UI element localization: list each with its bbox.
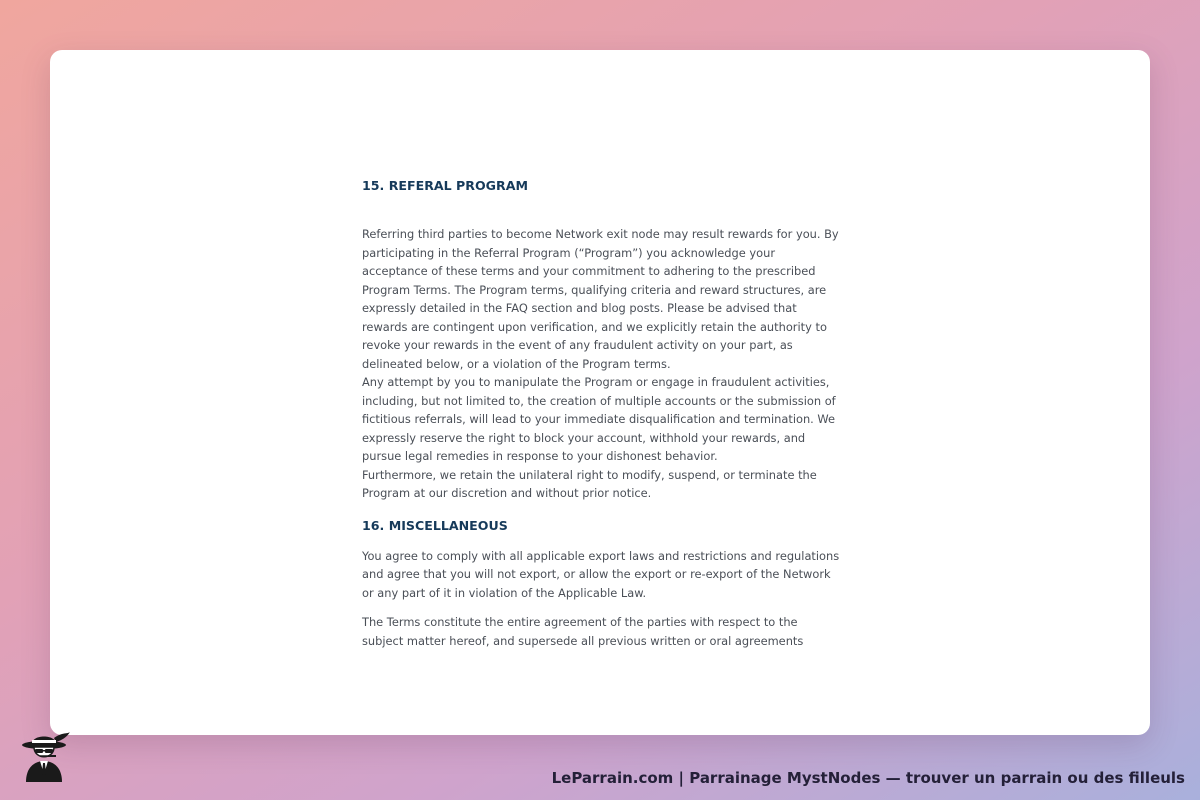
section-15-paragraph-1: Referring third parties to become Network exit node may result rewards for you. By participating in the Referral Program (“Program”) you acknowledge your acceptance of these terms and your commitment to adhering to the prescribed Program Terms. The Program terms, qualifying criteria and reward structures, are expressly detailed in the FAQ section and blog posts. Please be advised that rewards are contingent upon verification, and we explicitly retain the authority to revoke your rewards in the event of any fraudulent activity on your part, as delineated below, or a violation of the Program terms. [362,227,839,371]
terms-content [362,177,842,650]
section-15-paragraph-2: Any attempt by you to manipulate the Program or engage in fraudulent activities, including, but not limited to, the creation of multiple accounts or the submission of fictitious referrals, will lead to your immediate disqualification and termination. We expressly reserve the right to block your account, withhold your rewards, and pursue legal remedies in response to your dishonest behavior. [362,375,836,463]
mafia-godfather-icon [18,728,72,784]
document-card [50,50,1150,735]
footer-caption: LeParrain.com | Parrainage MystNodes — trouver un parrain ou des filleuls [551,769,1185,787]
section-15-paragraph-3: Furthermore, we retain the unilateral right to modify, suspend, or terminate the Program at our discretion and without prior notice. [362,467,817,500]
section-15-title: 15. REFERAL PROGRAM [362,178,529,193]
section-16-paragraph-2: The Terms constitute the entire agreement of the parties with respect to the subject matter hereof, and supersede all previous written or oral agreements [362,615,804,648]
section-16-paragraph-1: You agree to comply with all applicable export laws and restrictions and regulations and agree that you will not export, or allow the export or re-export of the Network or any part of it in violation of the Applicable Law. [362,548,840,600]
section-16-title: 16. MISCELLANEOUS [362,517,508,533]
